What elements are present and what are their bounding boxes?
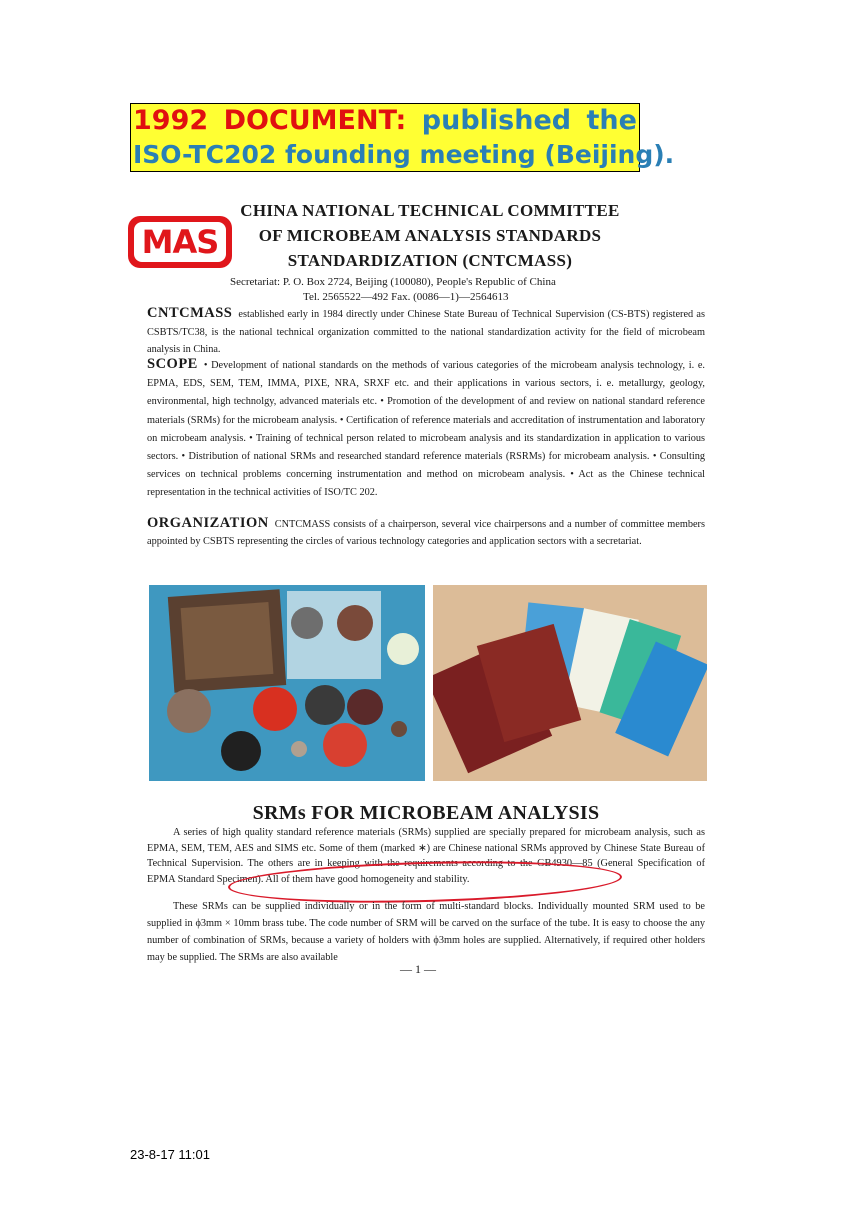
banner-year: 1992 (133, 105, 209, 136)
banner-line-2: ISO-TC202 founding meeting (Beijing). (133, 140, 675, 169)
standards-booklets-photo (433, 585, 707, 781)
logo-text: MAS (141, 223, 219, 261)
title-line-3: STANDARDIZATION (CNTCMASS) (287, 251, 573, 270)
banner-document: DOCUMENT: (223, 105, 407, 136)
banner-line-1 (133, 104, 637, 138)
secretariat-info (230, 275, 556, 305)
banner-published: published (421, 105, 572, 136)
srm-paragraph-2 (147, 898, 705, 966)
title-line-1: CHINA NATIONAL TECHNICAL COMMITTEE (240, 201, 620, 220)
title-line-2: OF MICROBEAM ANALYSIS STANDARDS (258, 226, 602, 245)
organization-heading: ORGANIZATION (147, 515, 269, 531)
cntcmass-text: established early in 1984 directly under Chinese State Bureau of Technical Supervision (CS-BTS) registered as CSBTS/TC38, is the national technical organization committed to the national standardization activity for the field of microbeam analysis in China. (147, 309, 705, 355)
organization-paragraph (147, 515, 705, 550)
page-number: — 1 — (400, 962, 436, 976)
secretariat-contact: Tel. 2565522—492 Fax. (0086—1)—2564613 (303, 291, 509, 303)
header-banner (130, 103, 675, 172)
organization-text: CNTCMASS consists of a chairperson, several vice chairpersons and a number of committee members appointed by CSBTS representing the circles of various technology categories and application sectors with a secretariat. (147, 519, 705, 547)
scope-heading: SCOPE (147, 356, 198, 372)
srm-specimens-photo (149, 585, 425, 781)
committee-title (230, 198, 630, 273)
secretariat-address: Secretariat: P. O. Box 2724, Beijing (100080), People's Republic of China (230, 276, 556, 288)
srm-text-1: A series of high quality standard reference materials (SRMs) supplied are specially prepared for microbeam analysis, such as EPMA, SEM, TEM, AES and SIMS etc. Some of them (marked ∗) are Chinese national SRMs approved by Chinese State Bureau of Technical Supervision. The others are in keeping with the requirements according to the GB4930—85 (General Specification of EPMA Standard Specimen). All of them have good homogeneity and stability. (147, 827, 705, 885)
banner-the: the (586, 105, 637, 136)
scope-text: • Development of national standards on the methods of various categories of the microbeam analysis technology, i. e. EPMA, EDS, SEM, TEM, IMMA, PIXE, NRA, SRXF etc. and their applications in various sectors, i. e. metallurgy, geology, environmental, high technolgy, advanced materials etc. • Promotion of the development of and review on national standard reference materials (SRMs) for the microbeam analysis. • Certification of reference materials and accreditation of instrumentation and laboratory on microbeam analysis. • Training of technical person related to microbeam analysis and its standardization in application to various sectors. • Distribution of national SRMs and researched standard reference materials (RSRMs) for microbeam analysis. • Consulting services on technical problems concerning instrumentation and method on microbeam analysis. • Act as the Chinese technical representation in the technical activities of ISO/TC 202. (147, 360, 705, 499)
cntcmass-paragraph (147, 305, 705, 359)
timestamp: 23-8-17 11:01 (130, 1147, 210, 1162)
srm-text-2: These SRMs can be supplied individually or in the form of multi-standard blocks. Individually mounted SRM used to be supplied in ϕ3mm × 10mm brass tube. The code number of SRM will be carved on the surface of the tube. It is easy to choose the any number of combination of SRMs, because a variety of holders with ϕ3mm holes are supplied. Alternatively, if required other holders may be supplied. The SRMs are also available (147, 901, 705, 963)
srm-section-title: SRMs FOR MICROBEAM ANALYSIS (252, 802, 600, 824)
cntcmass-heading: CNTCMASS (147, 305, 233, 321)
mas-logo-icon (128, 216, 232, 268)
scope-paragraph (147, 355, 705, 503)
